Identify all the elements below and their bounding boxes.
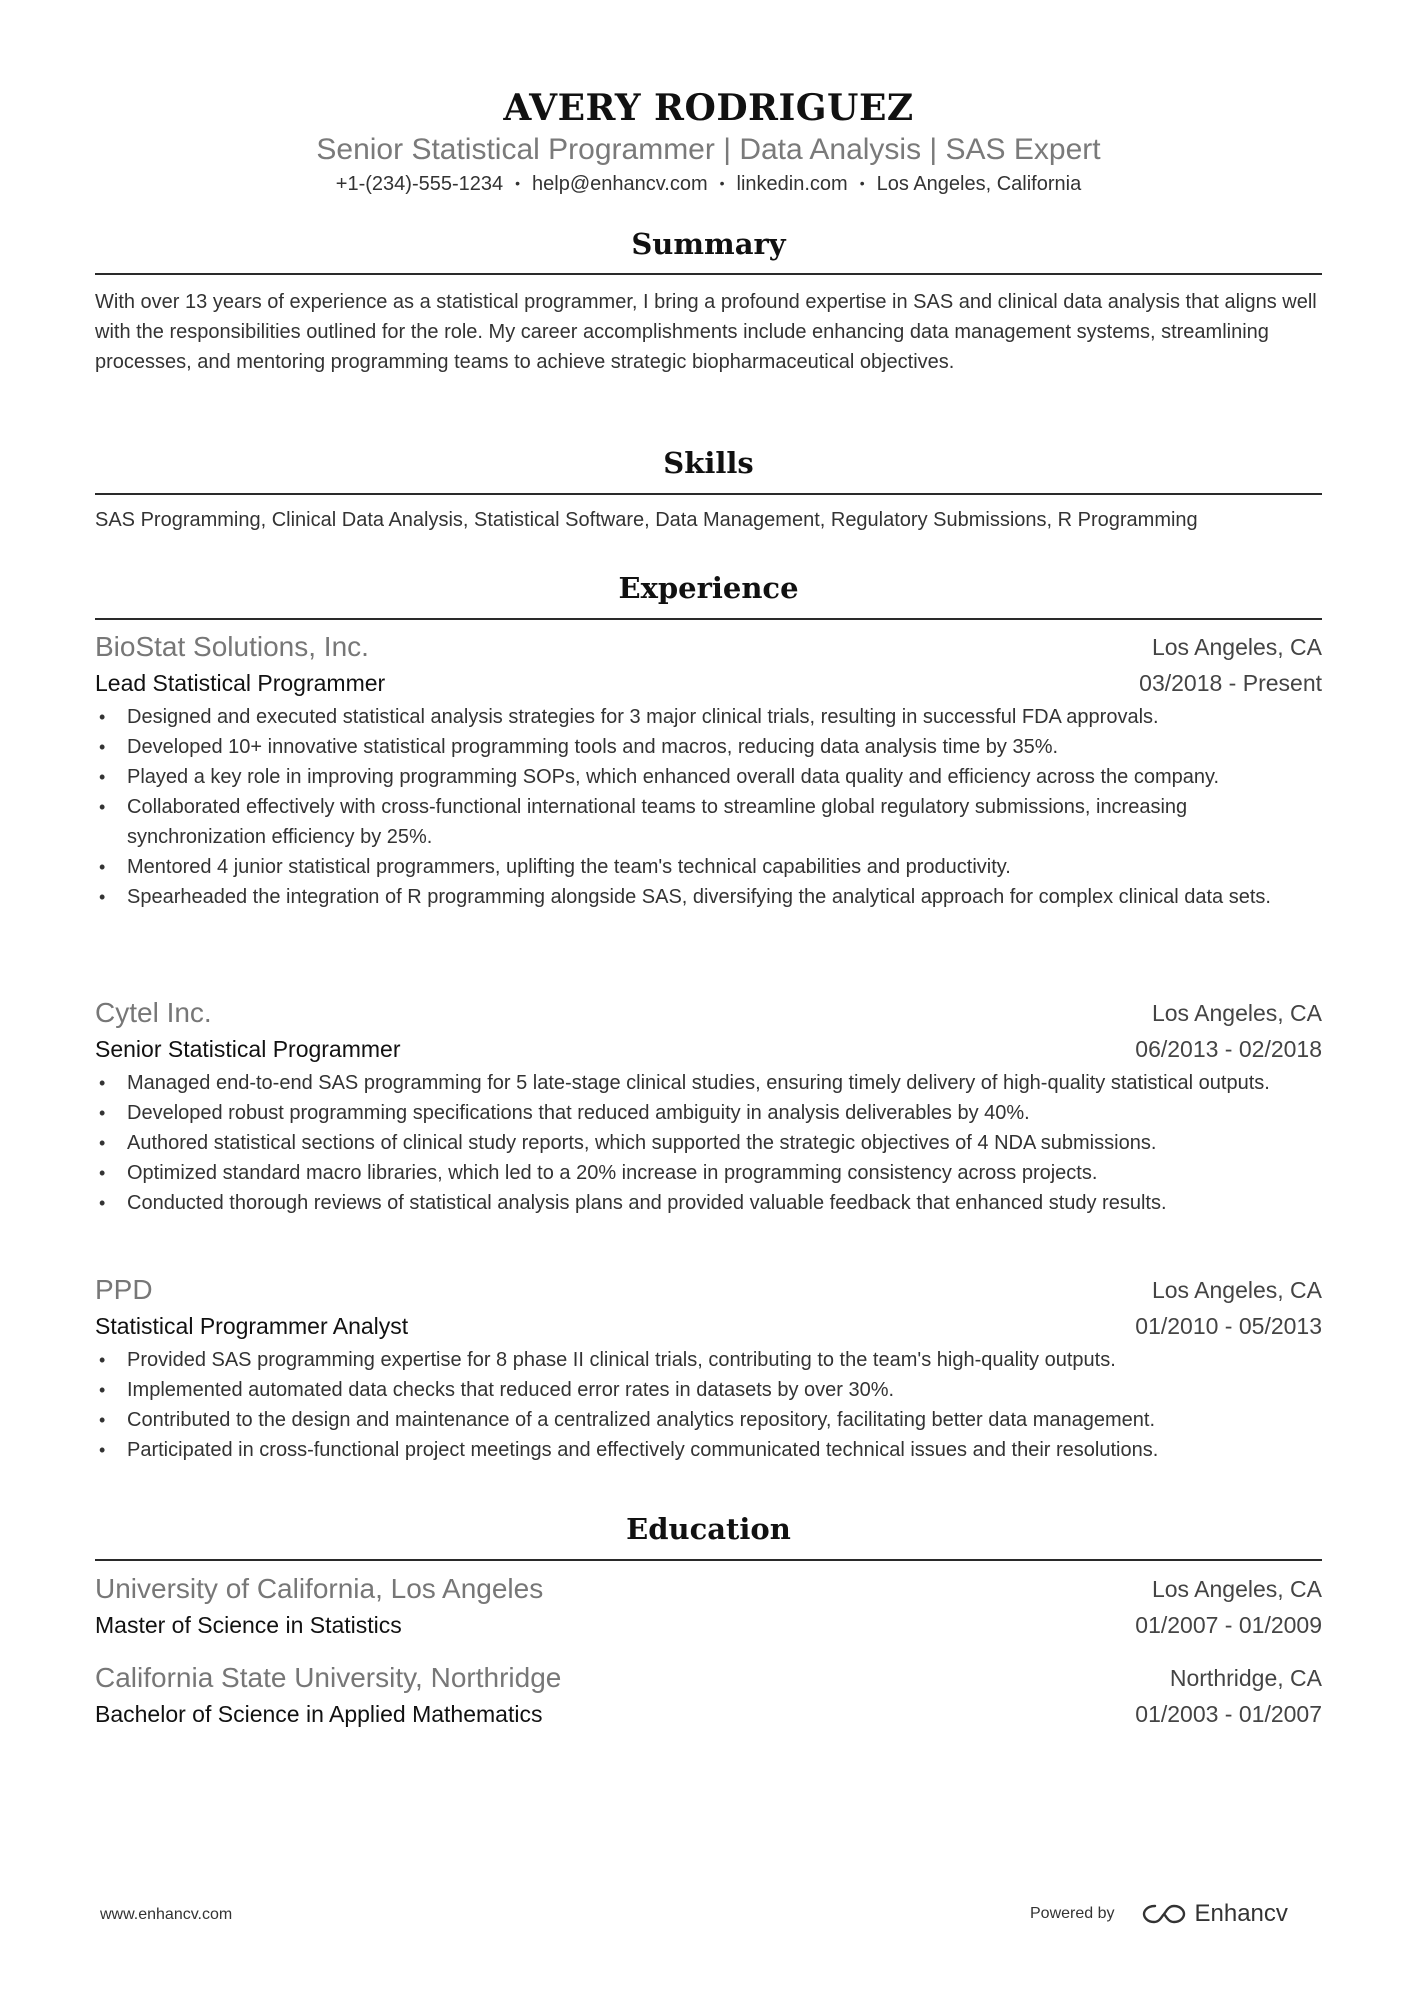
summary-divider <box>95 273 1322 275</box>
education-entry <box>95 1572 1322 1642</box>
achievement-list <box>95 1068 1322 1218</box>
achievement-item: • Implemented automated data checks that reduced error rates in datasets by over 30%. <box>95 1375 1322 1405</box>
education-dates: 01/2007 - 01/2009 <box>1135 1612 1322 1638</box>
achievement-item: • Participated in cross-functional project meetings and effectively communicated technical issues and their resolutions. <box>95 1435 1322 1465</box>
achievement-item: • Collaborated effectively with cross-functional international teams to streamline global regulatory submissions, increasing synchronization efficiency by 25%. <box>95 792 1322 852</box>
education-dates: 01/2003 - 01/2007 <box>1135 1701 1322 1727</box>
bullet-icon: • <box>99 767 106 787</box>
achievement-list <box>95 1345 1322 1465</box>
skills-divider <box>95 493 1322 495</box>
degree-title: Bachelor of Science in Applied Mathematics <box>95 1701 543 1727</box>
achievement-item: • Mentored 4 junior statistical programmers, uplifting the team's technical capabilities and productivity. <box>95 852 1322 882</box>
degree-title: Master of Science in Statistics <box>95 1612 402 1638</box>
bullet-icon: • <box>99 707 106 727</box>
bullet-icon: • <box>99 1380 106 1400</box>
contact-linkedin[interactable]: linkedin.com <box>736 173 848 195</box>
summary-text: With over 13 years of experience as a statistical programmer, I bring a profound expertise in SAS and clinical data analysis that aligns well with the responsibilities outlined for the role. My career accomplishments include enhancing data management systems, streamlining processes, and mentoring programming teams to achieve strategic biopharmaceutical objectives. <box>95 291 1317 373</box>
achievement-item: • Spearheaded the integration of R programming alongside SAS, diversifying the analytical approach for complex clinical data sets. <box>95 882 1322 912</box>
contact-separator: • <box>515 175 521 191</box>
experience-entry <box>95 996 1322 1218</box>
achievement-item: • Played a key role in improving programming SOPs, which enhanced overall data quality and efficiency across the company. <box>95 762 1322 792</box>
contact-location: Los Angeles, California <box>876 173 1082 195</box>
bullet-icon: • <box>99 857 106 877</box>
job-title: Statistical Programmer Analyst <box>95 1313 409 1339</box>
job-dates: 03/2018 - Present <box>1139 670 1322 696</box>
contact-separator: • <box>719 175 725 191</box>
powered-by-label: Powered by <box>1030 1905 1115 1922</box>
achievement-item: • Developed 10+ innovative statistical programming tools and macros, reducing data analysis time by 35%. <box>95 732 1322 762</box>
experience-heading: Experience <box>618 571 799 605</box>
brand-logo[interactable] <box>1141 1900 1288 1928</box>
bullet-icon: • <box>99 737 106 757</box>
company-name: Cytel Inc. <box>95 997 212 1028</box>
education-heading: Education <box>626 1512 791 1546</box>
company-name: PPD <box>95 1274 153 1305</box>
contact-line <box>95 171 1322 196</box>
job-title: Senior Statistical Programmer <box>95 1036 401 1062</box>
bullet-icon: • <box>99 1410 106 1430</box>
job-location: Los Angeles, CA <box>1151 1277 1322 1303</box>
contact-separator: • <box>859 175 865 191</box>
skills-heading: Skills <box>663 446 754 480</box>
achievement-item: • Optimized standard macro libraries, which led to a 20% increase in programming consistency across projects. <box>95 1158 1322 1188</box>
candidate-tagline: Senior Statistical Programmer | Data Analysis | SAS Expert <box>316 133 1101 166</box>
achievement-item: • Authored statistical sections of clinical study reports, which supported the strategic objectives of 4 NDA submissions. <box>95 1128 1322 1158</box>
bullet-icon: • <box>99 797 106 817</box>
company-name: BioStat Solutions, Inc. <box>95 631 369 662</box>
school-location: Los Angeles, CA <box>1151 1576 1322 1602</box>
experience-entry <box>95 630 1322 912</box>
achievement-item: • Managed end-to-end SAS programming for 5 late-stage clinical studies, ensuring timely delivery of high-quality statistical outputs. <box>95 1068 1322 1098</box>
bullet-icon: • <box>99 1163 106 1183</box>
footer-website[interactable]: www.enhancv.com <box>100 1906 233 1923</box>
job-title: Lead Statistical Programmer <box>95 670 386 696</box>
experience-entry <box>95 1273 1322 1465</box>
bullet-icon: • <box>99 887 106 907</box>
achievement-item: • Contributed to the design and maintenance of a centralized analytics repository, facilitating better data management. <box>95 1405 1322 1435</box>
bullet-icon: • <box>99 1193 106 1213</box>
school-location: Northridge, CA <box>1169 1665 1322 1691</box>
bullet-icon: • <box>99 1103 106 1123</box>
footer-branding <box>1030 1898 1288 1930</box>
contact-phone: +1-(234)-555-1234 <box>335 173 504 195</box>
school-name: California State University, Northridge <box>95 1662 562 1693</box>
summary-heading: Summary <box>631 227 786 261</box>
experience-divider <box>95 618 1322 620</box>
skills-text: SAS Programming, Clinical Data Analysis, Statistical Software, Data Management, Regulatory Submissions, R Programming <box>95 509 1198 531</box>
bullet-icon: • <box>99 1440 106 1460</box>
achievement-item: • Developed robust programming specifications that reduced ambiguity in analysis deliverables by 40%. <box>95 1098 1322 1128</box>
achievement-item: • Provided SAS programming expertise for 8 phase II clinical trials, contributing to the team's high-quality outputs. <box>95 1345 1322 1375</box>
achievement-list <box>95 702 1322 912</box>
enhancv-logo-icon <box>1141 1902 1187 1926</box>
school-name: University of California, Los Angeles <box>95 1573 544 1604</box>
job-dates: 06/2013 - 02/2018 <box>1135 1036 1322 1062</box>
achievement-item: • Designed and executed statistical analysis strategies for 3 major clinical trials, resulting in successful FDA approvals. <box>95 702 1322 732</box>
job-location: Los Angeles, CA <box>1151 634 1322 660</box>
candidate-name: AVERY RODRIGUEZ <box>503 87 914 129</box>
job-location: Los Angeles, CA <box>1151 1000 1322 1026</box>
job-dates: 01/2010 - 05/2013 <box>1135 1313 1322 1339</box>
achievement-item: • Conducted thorough reviews of statistical analysis plans and provided valuable feedback that enhanced study results. <box>95 1188 1322 1218</box>
bullet-icon: • <box>99 1133 106 1153</box>
bullet-icon: • <box>99 1073 106 1093</box>
bullet-icon: • <box>99 1350 106 1370</box>
contact-email[interactable]: help@enhancv.com <box>532 173 708 195</box>
education-divider <box>95 1559 1322 1561</box>
brand-name: Enhancv <box>1194 1900 1288 1927</box>
education-entry <box>95 1661 1322 1731</box>
